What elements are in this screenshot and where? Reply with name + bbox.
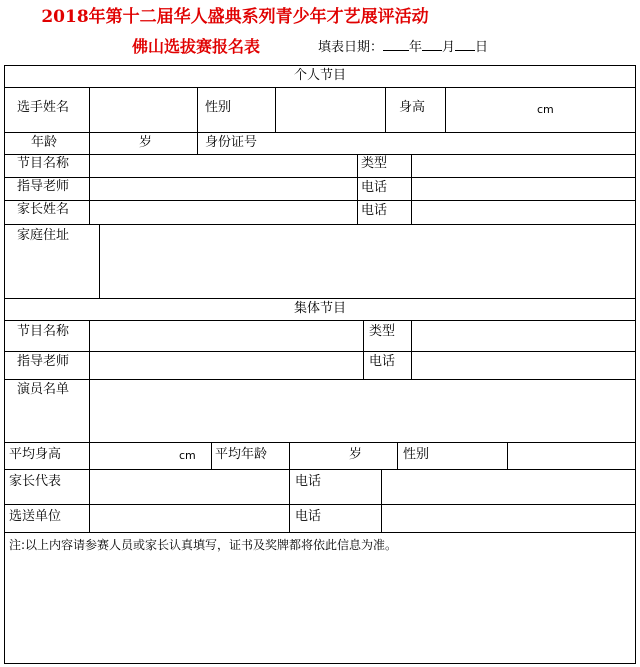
program-name-field[interactable] — [90, 155, 356, 177]
rule — [385, 87, 386, 132]
parent-phone-field[interactable] — [412, 201, 634, 224]
year-label: 年 — [409, 40, 423, 55]
rule — [397, 442, 398, 469]
rule — [289, 469, 290, 532]
form-note: 注:以上内容请参赛人员或家长认真填写，证书及奖牌都将依此信息为准。 — [9, 538, 398, 552]
form-title: 2018年第十二届华人盛典系列青少年才艺展评活动 — [41, 7, 429, 27]
label-average-height: 平均身高 — [9, 447, 62, 462]
fill-date-label: 填表日期： — [318, 40, 384, 55]
home-address-field[interactable] — [100, 225, 634, 298]
label-group-teacher: 指导老师 — [17, 354, 70, 369]
label-age: 年龄 — [31, 135, 58, 150]
group-section-title: 集体节目 — [293, 301, 346, 316]
parent-name-field[interactable] — [90, 201, 356, 224]
label-home-address: 家庭住址 — [17, 228, 70, 243]
label-unit-phone: 电话 — [295, 509, 322, 524]
label-phone: 电话 — [361, 203, 388, 218]
year-blank[interactable] — [383, 37, 409, 51]
id-number-field[interactable] — [276, 133, 634, 154]
height-unit: cm — [537, 103, 554, 116]
label-gender: 性别 — [205, 100, 232, 115]
label-representative-phone: 电话 — [295, 474, 322, 489]
rule — [363, 320, 364, 379]
registration-form — [4, 65, 636, 664]
month-blank[interactable] — [422, 37, 442, 51]
group-type-field[interactable] — [412, 321, 634, 351]
sending-unit-field[interactable] — [90, 505, 288, 532]
label-group-program-name: 节目名称 — [17, 324, 70, 339]
group-gender-field[interactable] — [508, 443, 634, 469]
label-height: 身高 — [399, 100, 426, 115]
label-performer-list: 演员名单 — [17, 382, 70, 397]
group-phone-field[interactable] — [412, 352, 634, 379]
rule — [445, 87, 446, 132]
label-group-type: 类型 — [369, 324, 396, 339]
teacher-field[interactable] — [90, 178, 356, 200]
label-group-phone: 电话 — [369, 354, 396, 369]
group-teacher-field[interactable] — [90, 352, 362, 379]
label-group-gender: 性别 — [403, 447, 430, 462]
month-label: 月 — [442, 40, 456, 55]
label-sending-unit: 选送单位 — [9, 509, 62, 524]
individual-section-title: 个人节目 — [293, 68, 346, 83]
rule — [211, 442, 212, 469]
rule — [5, 298, 635, 299]
group-program-name-field[interactable] — [90, 321, 362, 351]
age-unit: 岁 — [139, 135, 153, 150]
unit-phone-field[interactable] — [382, 505, 634, 532]
performer-list-field[interactable] — [90, 380, 634, 442]
label-type: 类型 — [361, 156, 388, 171]
average-age-unit: 岁 — [349, 447, 363, 462]
type-field[interactable] — [412, 155, 634, 177]
label-parent-representative: 家长代表 — [9, 474, 62, 489]
rule — [197, 87, 198, 154]
label-phone: 电话 — [361, 180, 388, 195]
form-subtitle: 佛山选拔赛报名表 — [132, 37, 261, 56]
rule — [357, 154, 358, 224]
representative-phone-field[interactable] — [382, 470, 634, 504]
rule — [5, 532, 635, 533]
label-contestant-name: 选手姓名 — [17, 100, 70, 115]
rule — [89, 442, 90, 469]
label-id-number: 身份证号 — [205, 135, 258, 150]
rule — [289, 442, 290, 469]
gender-field[interactable] — [276, 88, 384, 132]
fill-date — [318, 36, 488, 55]
label-program-name: 节目名称 — [17, 156, 70, 171]
teacher-phone-field[interactable] — [412, 178, 634, 200]
label-average-age: 平均年龄 — [215, 447, 268, 462]
label-teacher: 指导老师 — [17, 179, 70, 194]
day-blank[interactable] — [455, 37, 475, 51]
average-height-unit: cm — [179, 449, 196, 462]
label-parent-name: 家长姓名 — [17, 202, 70, 217]
day-label: 日 — [475, 40, 489, 55]
contestant-name-field[interactable] — [90, 88, 196, 132]
parent-representative-field[interactable] — [90, 470, 288, 504]
